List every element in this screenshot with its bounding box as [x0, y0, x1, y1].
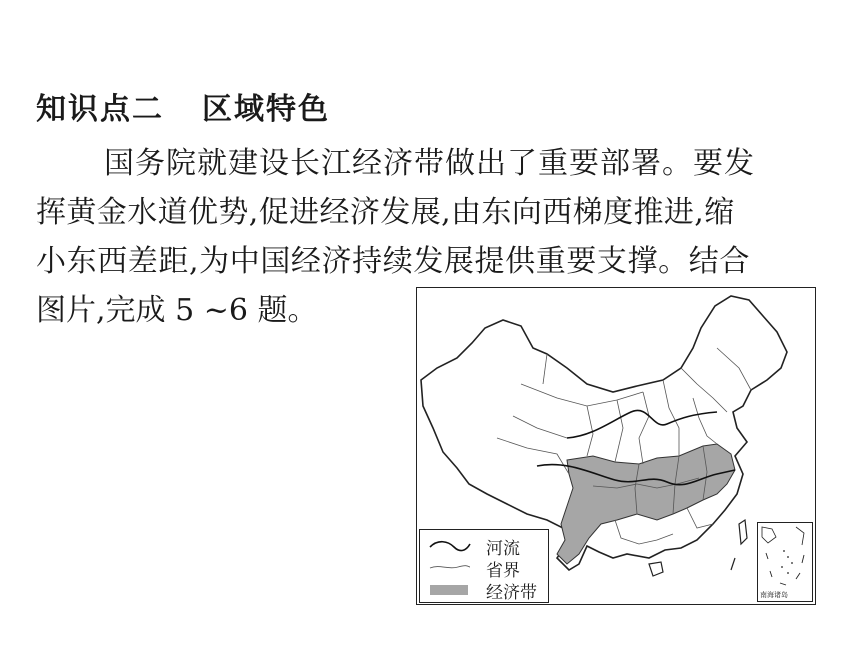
legend-label-river: 河流 — [486, 539, 520, 559]
south-china-sea-inset — [757, 522, 813, 602]
paragraph-line-4: 图片,完成 5 ~6 题。 — [36, 293, 318, 328]
paragraph-line-2: 挥黄金水道优势,促进经济发展,由东向西梯度推进,缩 — [36, 195, 735, 230]
map-legend — [419, 529, 549, 603]
heading-part2: 区域特色 — [202, 92, 330, 127]
paragraph-line-3: 小东西差距,为中国经济持续发展提供重要支撑。结合 — [36, 244, 750, 279]
river-line-icon — [428, 539, 472, 553]
taiwan-island — [739, 520, 747, 544]
inset-map — [758, 523, 812, 593]
heading-part1: 知识点二 — [36, 92, 164, 127]
belt-swatch-icon — [428, 583, 472, 597]
paragraph-line-1: 国务院就建设长江经济带做出了重要部署。要发 — [104, 146, 755, 181]
legend-row-river — [428, 536, 548, 559]
legend-label-belt: 经济带 — [486, 583, 537, 603]
china-map-figure — [416, 287, 816, 605]
inset-caption: 南海诸岛 — [760, 591, 788, 599]
legend-label-province: 省界 — [486, 561, 520, 581]
hainan-island — [649, 562, 663, 576]
province-border-icon — [428, 561, 472, 575]
legend-row-province — [428, 558, 548, 581]
legend-row-belt — [428, 580, 548, 603]
section-heading — [36, 84, 330, 128]
